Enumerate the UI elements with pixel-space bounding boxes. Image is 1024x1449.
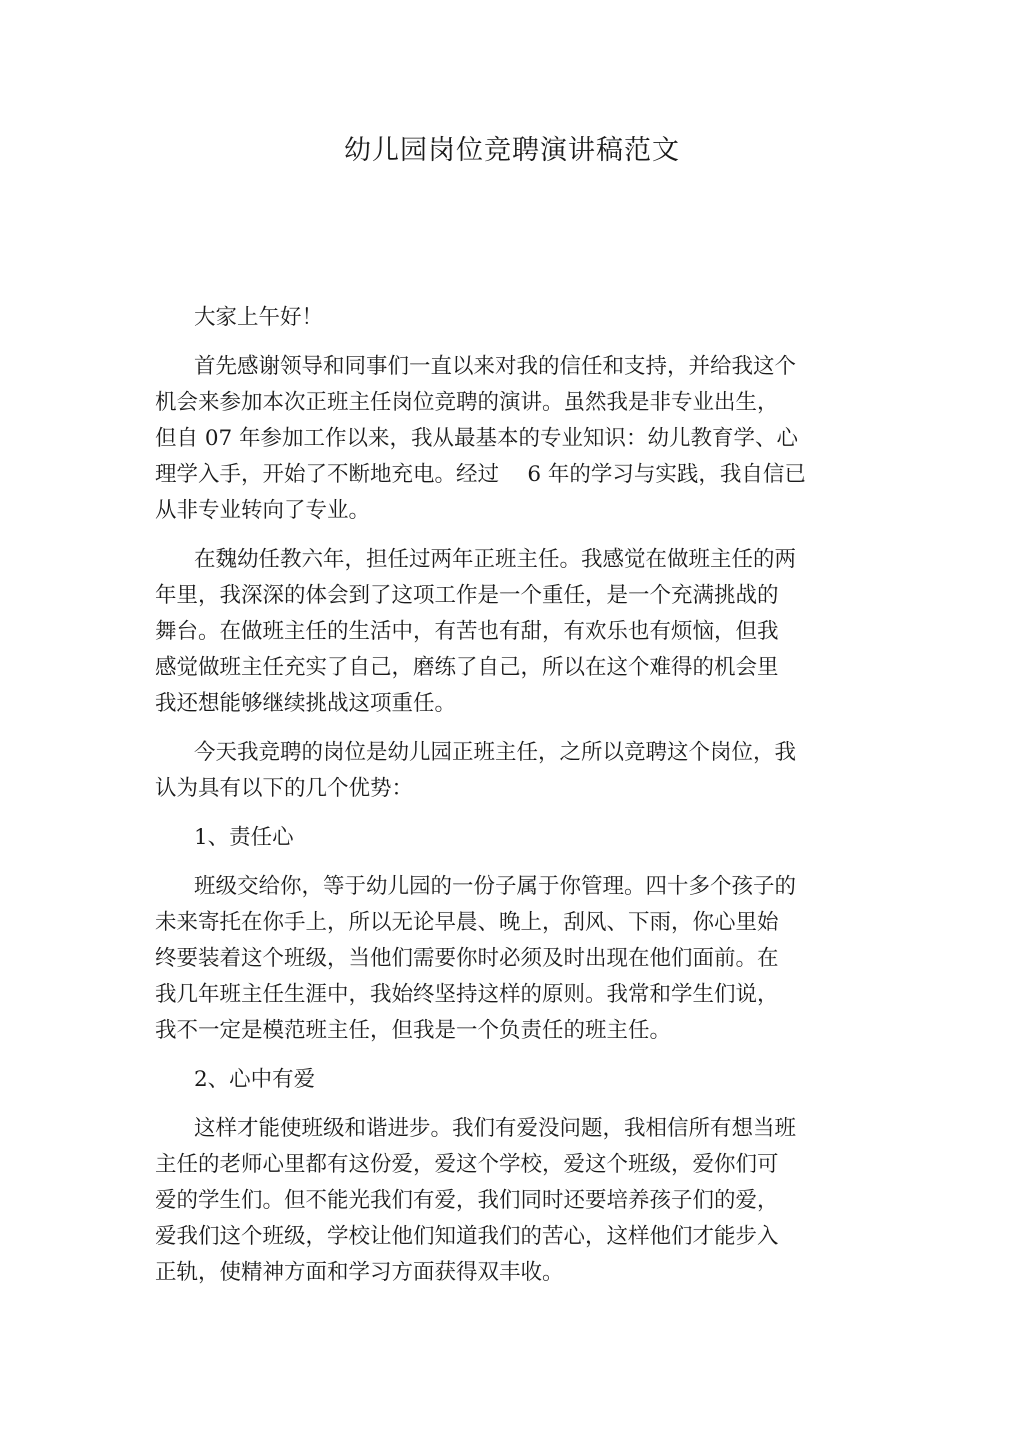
paragraph-line: 我几年班主任生涯中，我始终坚持这样的原则。我常和学生们说，: [155, 982, 779, 1007]
paragraph-line: 认为具有以下的几个优势：: [155, 776, 414, 801]
document-title: 幼儿园岗位竞聘演讲稿范文: [344, 135, 680, 166]
paragraph-line: 班级交给你，等于幼儿园的一份子属于你管理。四十多个孩子的: [194, 874, 797, 899]
heading-love: [155, 1062, 855, 1098]
paragraph-line: 大家上午好！: [194, 305, 324, 330]
paragraph-line: 年里，我深深的体会到了这项工作是一个重任，是一个充满挑战的: [155, 583, 779, 608]
paragraph-line: 这样才能使班级和谐进步。我们有爱没问题，我相信所有想当班: [194, 1116, 797, 1141]
document-body: [155, 300, 855, 1304]
paragraph-line: 正轨，使精神方面和学习方面获得双丰收。: [155, 1260, 564, 1285]
paragraph-line: 我还想能够继续挑战这项重任。: [155, 691, 457, 716]
paragraph-line: 但自 07 年参加工作以来，我从最基本的专业知识：幼儿教育学、心: [155, 426, 799, 451]
paragraph-line: 理学入手，开始了不断地充电。经过 6 年的学习与实践，我自信已: [155, 462, 806, 487]
paragraph-line: 终要装着这个班级，当他们需要你时必须及时出现在他们面前。在: [155, 946, 779, 971]
paragraph-responsibility: [155, 869, 855, 1049]
paragraph-line: 爱我们这个班级，学校让他们知道我们的苦心，这样他们才能步入: [155, 1224, 779, 1249]
paragraph-line: 爱的学生们。但不能光我们有爱，我们同时还要培养孩子们的爱，: [155, 1188, 779, 1213]
paragraph-line: 未来寄托在你手上，所以无论早晨、晚上，刮风、下雨，你心里始: [155, 910, 779, 935]
paragraph-line: 我不一定是模范班主任，但我是一个负责任的班主任。: [155, 1018, 672, 1043]
paragraph-thanks: [155, 349, 855, 529]
paragraph-line: 今天我竞聘的岗位是幼儿园正班主任，之所以竞聘这个岗位，我: [194, 740, 797, 765]
paragraph-line: 1、责任心: [194, 825, 294, 850]
paragraph-line: 在魏幼任教六年，担任过两年正班主任。我感觉在做班主任的两: [194, 547, 797, 572]
paragraph-line: 首先感谢领导和同事们一直以来对我的信任和支持，并给我这个: [194, 354, 797, 379]
paragraph-greeting: [155, 300, 855, 336]
paragraph-line: 舞台。在做班主任的生活中，有苦也有甜，有欢乐也有烦恼，但我: [155, 619, 779, 644]
paragraph-line: 机会来参加本次正班主任岗位竞聘的演讲。虽然我是非专业出生，: [155, 390, 779, 415]
paragraph-line: 从非专业转向了专业。: [155, 498, 371, 523]
paragraph-line: 2、心中有爱: [194, 1067, 316, 1092]
paragraph-experience: [155, 542, 855, 722]
paragraph-line: 主任的老师心里都有这份爱，爱这个学校，爱这个班级，爱你们可: [155, 1152, 779, 1177]
paragraph-position: [155, 735, 855, 807]
paragraph-line: 感觉做班主任充实了自己，磨练了自己，所以在这个难得的机会里: [155, 655, 779, 680]
paragraph-love: [155, 1111, 855, 1291]
heading-responsibility: [155, 820, 855, 856]
